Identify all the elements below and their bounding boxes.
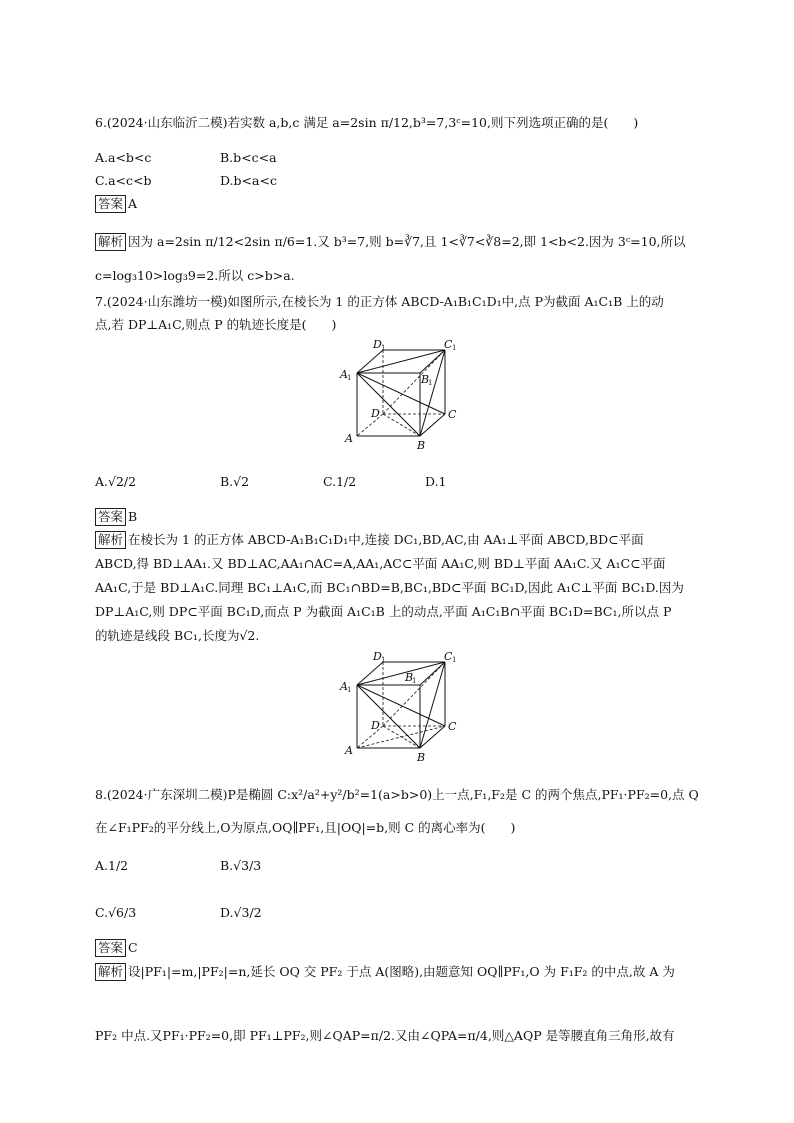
fig2-label-a1: A bbox=[340, 680, 348, 693]
q8-option-a: A.1/2 bbox=[95, 858, 129, 873]
q8-stem-1: 8.(2024·广东深圳二模)P是椭圆 C:x²/a²+y²/b²=1(a>b>0)上一点,F₁,F₂是 C 的两个焦点,PF₁·PF₂=0,点 Q bbox=[95, 787, 699, 802]
q6-analysis-row bbox=[95, 232, 686, 252]
q7-option-a: A.√2/2 bbox=[95, 474, 137, 489]
q6-option-a: A.a<b<c bbox=[95, 150, 152, 165]
fig1-label-c1: C bbox=[444, 338, 453, 351]
cube-figure-1 bbox=[335, 338, 465, 456]
analysis-label: 解析 bbox=[95, 963, 126, 981]
q7-analysis-line-1: 在棱长为 1 的正方体 ABCD-A₁B₁C₁D₁中,连接 DC₁,BD,AC,由 AA₁⊥平面 ABCD,BD⊂平面 bbox=[128, 532, 644, 547]
q8-option-c: C.√6/3 bbox=[95, 905, 137, 920]
cube-figure-2 bbox=[335, 650, 465, 768]
fig2-label-c1: C bbox=[444, 650, 453, 663]
q8-stem-2: 在∠F₁PF₂的平分线上,O为原点,OQ∥PF₁,且|OQ|=b,则 C 的离心率为( ) bbox=[95, 820, 516, 835]
fig1-label-c: C bbox=[448, 408, 457, 421]
q8-option-b: B.√3/3 bbox=[220, 858, 262, 873]
fig1-label-b1: B bbox=[421, 373, 430, 386]
q6-analysis-2: c=log₃10>log₃9=2.所以 c>b>a. bbox=[95, 268, 295, 283]
fig1-label-d: D bbox=[371, 407, 380, 420]
q6-option-c: C.a<c<b bbox=[95, 173, 152, 188]
svg-text:1: 1 bbox=[412, 677, 417, 685]
svg-text:1: 1 bbox=[347, 374, 352, 382]
svg-text:1: 1 bbox=[452, 344, 457, 352]
answer-label: 答案 bbox=[95, 195, 126, 213]
q8-answer-row bbox=[95, 938, 138, 958]
fig1-label-d1: D bbox=[373, 338, 382, 351]
q8-answer: C bbox=[128, 940, 138, 955]
q8-option-d: D.√3/2 bbox=[220, 905, 262, 920]
fig2-label-b1: B bbox=[405, 671, 414, 684]
svg-text:1: 1 bbox=[347, 686, 352, 694]
fig2-label-d: D bbox=[371, 719, 380, 732]
fig1-label-b: B bbox=[417, 439, 426, 452]
q7-analysis-line-2: ABCD,得 BD⊥AA₁.又 BD⊥AC,AA₁∩AC=A,AA₁,AC⊂平面 AA₁C,则 BD⊥平面 AA₁C.又 A₁C⊂平面 bbox=[95, 556, 666, 571]
q7-analysis-line-4: DP⊥A₁C,则 DP⊂平面 BC₁D,而点 P 为截面 A₁C₁B 上的动点,平面 A₁C₁B∩平面 BC₁D=BC₁,所以点 P bbox=[95, 604, 672, 619]
fig1-label-a1: A bbox=[340, 368, 348, 381]
fig2-label-d1: D bbox=[373, 650, 382, 663]
q8-analysis-2: PF₂ 中点.又PF₁·PF₂=0,即 PF₁⊥PF₂,则∠QAP=π/2.又由∠QPA=π/4,则△AQP 是等腰直角三角形,故有 bbox=[95, 1028, 675, 1043]
q7-stem-1: 7.(2024·山东潍坊一模)如图所示,在棱长为 1 的正方体 ABCD-A₁B₁C₁D₁中,点 P为截面 A₁C₁B 上的动 bbox=[95, 294, 664, 309]
svg-text:1: 1 bbox=[381, 344, 386, 352]
fig2-label-b: B bbox=[417, 751, 426, 764]
q6-option-b: B.b<c<a bbox=[220, 150, 277, 165]
q7-option-b: B.√2 bbox=[220, 474, 250, 489]
analysis-label: 解析 bbox=[95, 531, 126, 549]
q7-analysis-line-5: 的轨迹是线段 BC₁,长度为√2. bbox=[95, 628, 260, 643]
q7-answer-row bbox=[95, 507, 137, 527]
svg-text:1: 1 bbox=[381, 656, 386, 664]
answer-label: 答案 bbox=[95, 508, 126, 526]
svg-text:1: 1 bbox=[428, 379, 433, 387]
analysis-label: 解析 bbox=[95, 233, 126, 251]
q6-stem: 6.(2024·山东临沂二模)若实数 a,b,c 满足 a=2sin π/12,b³=7,3ᶜ=10,则下列选项正确的是( ) bbox=[95, 115, 639, 130]
q6-answer-row bbox=[95, 194, 137, 214]
q8-analysis-1: 设|PF₁|=m,|PF₂|=n,延长 OQ 交 PF₂ 于点 A(图略),由题意知 OQ∥PF₁,O 为 F₁F₂ 的中点,故 A 为 bbox=[128, 964, 675, 979]
q7-option-c: C.1/2 bbox=[323, 474, 357, 489]
answer-label: 答案 bbox=[95, 939, 126, 957]
q6-option-d: D.b<a<c bbox=[220, 173, 277, 188]
q7-option-d: D.1 bbox=[425, 474, 447, 489]
q6-analysis-1: 因为 a=2sin π/12<2sin π/6=1.又 b³=7,则 b=∛7,且 1<∛7<∛8=2,即 1<b<2.因为 3ᶜ=10,所以 bbox=[128, 234, 686, 249]
q7-analysis-row bbox=[95, 530, 644, 550]
fig2-label-a: A bbox=[345, 744, 353, 757]
q6-answer: A bbox=[128, 196, 138, 211]
fig2-label-c: C bbox=[448, 720, 457, 733]
q7-analysis-line-3: AA₁C,于是 BD⊥A₁C.同理 BC₁⊥A₁C,而 BC₁∩BD=B,BC₁,BD⊂平面 BC₁D,因此 A₁C⊥平面 BC₁D.因为 bbox=[95, 580, 684, 595]
q7-answer: B bbox=[128, 509, 138, 524]
fig1-label-a: A bbox=[345, 432, 353, 445]
svg-text:1: 1 bbox=[452, 656, 457, 664]
q7-stem-2: 点,若 DP⊥A₁C,则点 P 的轨迹长度是( ) bbox=[95, 317, 337, 332]
q8-analysis-row bbox=[95, 962, 675, 982]
